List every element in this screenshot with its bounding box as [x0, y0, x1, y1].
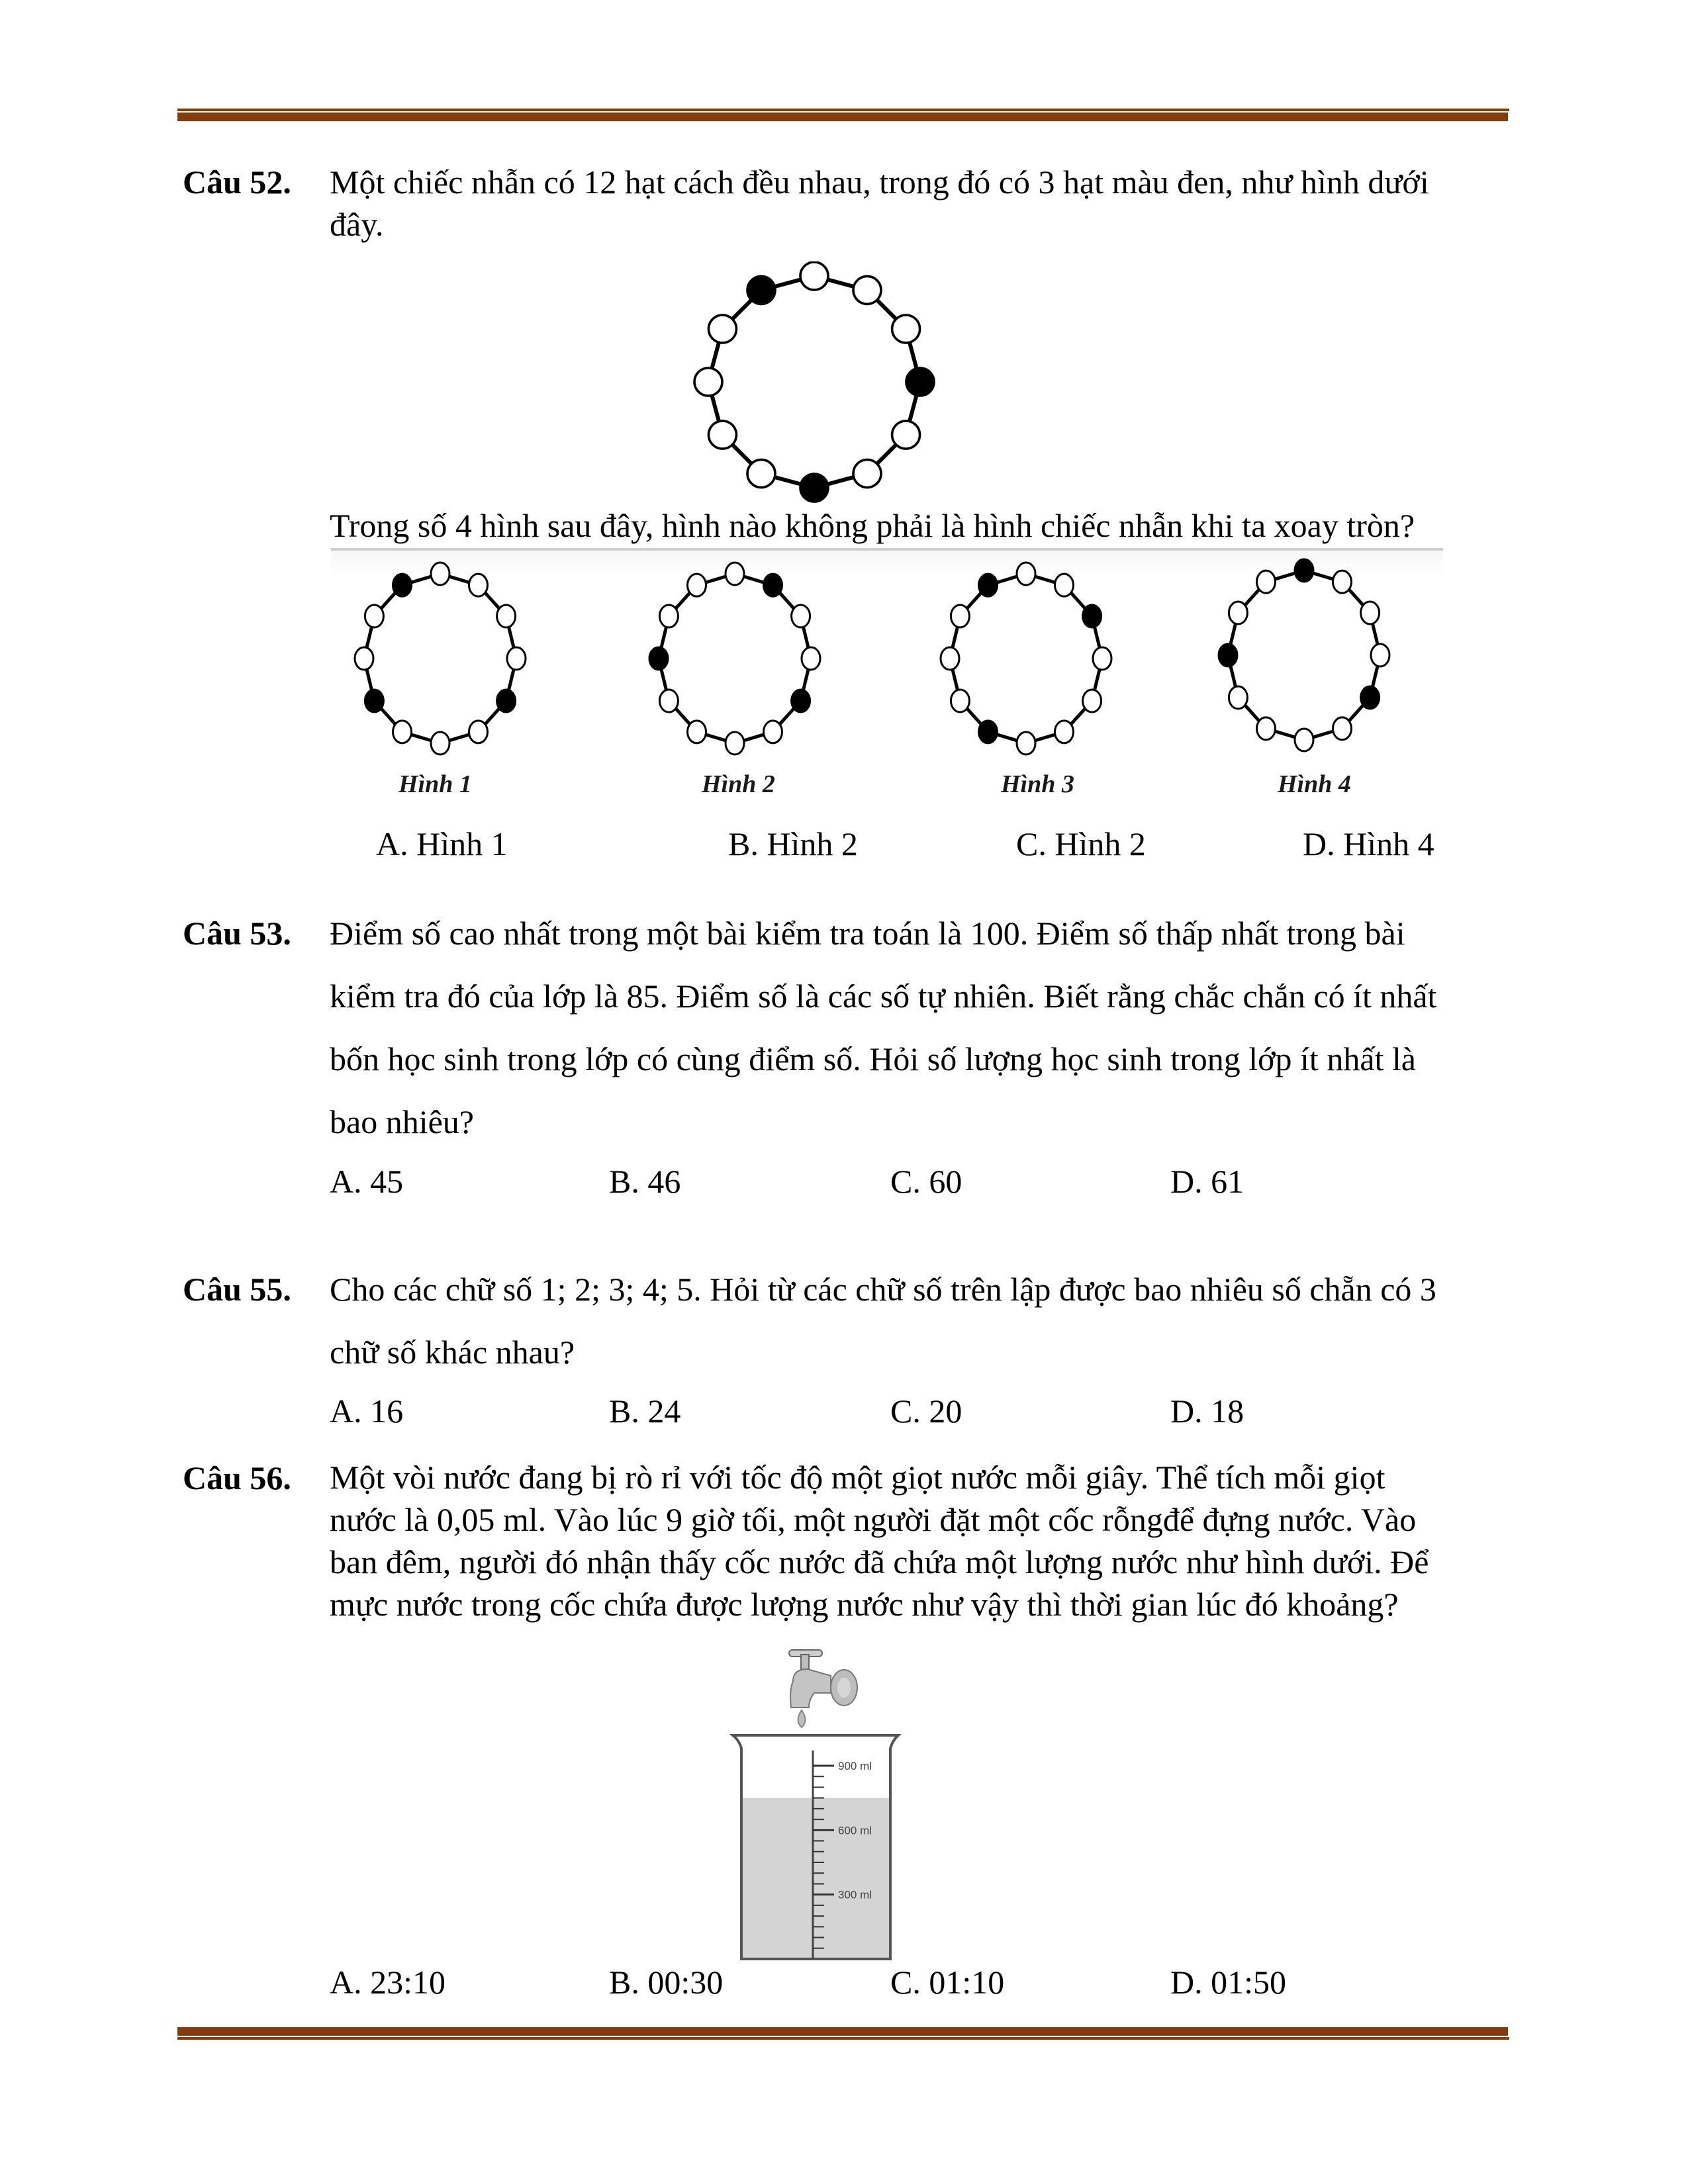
bead-black [906, 368, 934, 396]
bead-black [649, 647, 668, 670]
bead-black [979, 721, 998, 743]
bead-black [792, 690, 810, 712]
bead-white [951, 605, 969, 627]
option-a[interactable]: A. 23:10 [330, 1964, 445, 2001]
option-c[interactable]: C. 01:10 [890, 1964, 1005, 2001]
ring [694, 262, 934, 502]
faucet-beaker-figure [715, 1641, 914, 1966]
bead-white [497, 605, 516, 627]
bead-white [892, 421, 920, 449]
bead-white [951, 690, 969, 712]
bead-white [1371, 644, 1389, 666]
bead-black [979, 574, 998, 596]
water-level [741, 1798, 890, 1959]
option-d[interactable]: D. Hình 4 [1303, 825, 1434, 862]
ring-figure-1 [341, 559, 539, 758]
bead-white [853, 460, 881, 488]
option-b[interactable]: B. 00:30 [609, 1964, 724, 2001]
option-d[interactable]: D. 01:50 [1170, 1964, 1286, 2001]
bead-white [892, 315, 920, 343]
bead-white [802, 647, 820, 670]
question-text-line: Cho các chữ số 1; 2; 3; 4; 5. Hỏi từ các chữ số trên lập được bao nhiêu số chẵn có 3 [330, 1271, 1436, 1308]
question-text [330, 912, 1541, 1163]
ring-figure-4 [1205, 556, 1403, 754]
bead-white [1333, 717, 1352, 740]
bead-black [393, 574, 412, 596]
bead-white [1093, 647, 1111, 670]
bead-white [365, 605, 383, 627]
bead-white [1055, 721, 1074, 743]
header-rule-thick [177, 113, 1508, 121]
option-d[interactable]: D. 18 [1170, 1392, 1244, 1430]
bead-black [1219, 644, 1237, 666]
answer-options [330, 1962, 1521, 2002]
figure-caption: Hình 1 [399, 770, 472, 798]
question-text [330, 1456, 1541, 1625]
bead-black [497, 690, 516, 712]
bead-white [1257, 570, 1276, 593]
bead-black [747, 276, 775, 304]
ring-figure-3 [927, 559, 1125, 758]
bead-white [764, 721, 782, 743]
question-text-line: Một vòi nước đang bị rò rỉ với tốc độ một giọt nước mỗi giây. Thể tích mỗi giọt [330, 1459, 1385, 1496]
ring-band [364, 574, 516, 743]
question-text-line: nước là 0,05 ml. Vào lúc 9 giờ tối, một người đặt một cốc rỗngđể đựng nước. Vào [330, 1501, 1417, 1538]
bead-white [1295, 729, 1313, 751]
question-text-line: mực nước trong cốc chứa được lượng nước như vậy thì thời gian lúc đó khoảng? [330, 1586, 1399, 1623]
bead-black [365, 690, 383, 712]
bead-white [393, 721, 412, 743]
ring-band [950, 574, 1102, 743]
bead-white [1229, 686, 1247, 709]
bead-white [469, 721, 488, 743]
question-text [330, 161, 1541, 246]
bead-white [726, 732, 744, 754]
bead-white [747, 460, 775, 488]
question-text-line: chữ số khác nhau? [330, 1334, 575, 1371]
question-text-line: bốn học sinh trong lớp có cùng điểm số. Hỏi số lượng học sinh trong lớp ít nhất là [330, 1040, 1416, 1077]
bead-white [941, 647, 959, 670]
figure-caption: Hình 3 [1001, 770, 1074, 798]
option-b[interactable]: B. 24 [609, 1392, 681, 1430]
bead-white [507, 647, 526, 670]
answer-options [330, 1161, 1521, 1201]
bead-white [694, 368, 722, 396]
footer-rule-thick [177, 2027, 1508, 2036]
water-drop-icon [798, 1710, 806, 1727]
bead-white [355, 647, 373, 670]
ring-figure-2 [635, 559, 834, 758]
ring-band [659, 574, 811, 743]
scale-label: 300 ml [838, 1888, 872, 1901]
bead-white [1229, 602, 1247, 624]
option-b[interactable]: B. Hình 2 [728, 825, 858, 862]
question-text [330, 1268, 1541, 1394]
bead-white [659, 605, 678, 627]
question-text-line: kiểm tra đó của lớp là 85. Điểm số là các số tự nhiên. Biết rằng chắc chắn có ít nhất [330, 978, 1437, 1015]
question-label: Câu 56. [183, 1459, 291, 1496]
bead-white [792, 605, 810, 627]
bead-white [1361, 602, 1380, 624]
bead-white [853, 276, 881, 304]
option-c[interactable]: C. Hình 2 [1016, 825, 1146, 862]
question-text-line: đây. [330, 206, 384, 243]
question-label: Câu 55. [183, 1271, 291, 1308]
bead-white [708, 421, 736, 449]
scale-label: 600 ml [838, 1824, 872, 1837]
bead-black [1361, 686, 1380, 709]
sub-question-text: Trong số 4 hình sau đây, hình nào không phải là hình chiếc nhẫn khi ta xoay tròn? [330, 507, 1415, 544]
question-text-line: bao nhiêu? [330, 1103, 474, 1140]
option-c[interactable]: C. 20 [890, 1392, 962, 1430]
ring-band [1228, 570, 1380, 740]
bead-black [800, 474, 828, 502]
question-text-line: Một chiếc nhẫn có 12 hạt cách đều nhau, trong đó có 3 hạt màu đen, như hình dưới [330, 163, 1429, 201]
figure-caption: Hình 2 [702, 770, 775, 798]
faucet-icon [789, 1650, 857, 1727]
bead-white [1257, 717, 1276, 740]
header-rule-thin [177, 109, 1509, 111]
question-text-line: Điểm số cao nhất trong một bài kiểm tra toán là 100. Điểm số thấp nhất trong bài [330, 915, 1405, 952]
bead-white [688, 574, 706, 596]
bead-white [726, 563, 744, 585]
answer-options [330, 824, 1521, 864]
bead-white [1333, 570, 1352, 593]
figure-caption: Hình 4 [1278, 770, 1351, 798]
bead-white [659, 690, 678, 712]
option-c[interactable]: C. 60 [890, 1163, 962, 1200]
option-b[interactable]: B. 46 [609, 1163, 681, 1200]
question-text-line: ban đêm, người đó nhận thấy cốc nước đã chứa một lượng nước như hình dưới. Để [330, 1543, 1429, 1580]
bead-white [708, 315, 736, 343]
bead-white [1017, 732, 1035, 754]
bead-white [431, 563, 449, 585]
scale-label: 900 ml [838, 1760, 872, 1772]
question-label: Câu 53. [183, 915, 291, 952]
bead-white [800, 262, 828, 290]
question-label: Câu 52. [183, 163, 291, 201]
bead-white [1055, 574, 1074, 596]
option-a[interactable]: A. 45 [330, 1163, 404, 1200]
beaker [733, 1735, 898, 1959]
answer-options [330, 1391, 1521, 1431]
option-a[interactable]: A. Hình 1 [376, 825, 508, 862]
bead-white [688, 721, 706, 743]
bead-white [1017, 563, 1035, 585]
bead-white [469, 574, 488, 596]
ring-band [708, 276, 920, 488]
bead-white [1083, 690, 1102, 712]
option-a[interactable]: A. 16 [330, 1392, 404, 1430]
footer-rule-thin [177, 2037, 1509, 2040]
option-d[interactable]: D. 61 [1170, 1163, 1244, 1200]
bead-black [1295, 559, 1313, 582]
bead-black [764, 574, 782, 596]
bead-black [1083, 605, 1102, 627]
bead-white [431, 732, 449, 754]
ring-figure-main [685, 261, 943, 506]
